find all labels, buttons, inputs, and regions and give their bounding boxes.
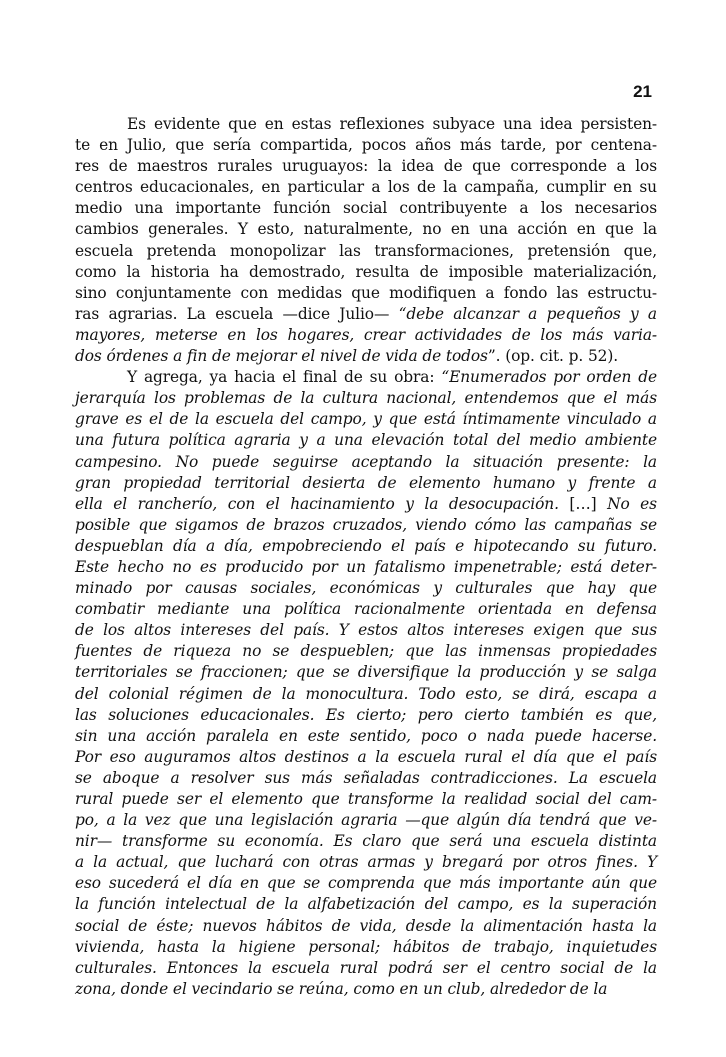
body-text-run: res de maestros rurales uruguayos: la idea de que corresponde a los	[75, 157, 657, 176]
text-line	[75, 894, 657, 915]
italic-quote-text: mayores, meterse en los hogares, crear actividades de los más varia-	[75, 325, 657, 344]
text-line	[75, 494, 657, 515]
text-line	[75, 852, 657, 873]
text-line	[75, 325, 657, 346]
body-text-run: sino conjuntamente con medidas que modifiquen a fondo las estructu-	[75, 283, 657, 302]
text-line	[75, 557, 657, 578]
italic-quote-text: Este hecho no es producido por un fatalismo impenetrable; está deter-	[75, 557, 657, 576]
italic-quote-text: po, a la vez que una legislación agraria —que algún día tendrá que ve-	[75, 811, 657, 830]
text-line	[75, 515, 657, 536]
body-text-run: Es evidente que en estas reflexiones subyace una idea persisten-	[127, 115, 657, 133]
italic-quote-text: la función intelectual de la alfabetización del campo, es la superación	[75, 895, 657, 914]
body-text-run: te en Julio, que sería compartida, pocos años más tarde, por centena-	[75, 136, 657, 155]
italic-quote-text: se aboque a resolver sus más señaladas contradicciones. La escuela	[75, 768, 657, 787]
italic-quote-text: del colonial régimen de la monocultura. Todo esto, se dirá, escapa a	[75, 684, 657, 703]
italic-quote-text: minado por causas sociales, económicas y culturales que hay que	[75, 579, 657, 598]
italic-quote-text: nir— transforme su economía. Es claro que será una escuela distinta	[75, 832, 657, 851]
italic-quote-text: posible que sigamos de brazos cruzados, viendo cómo las campañas se	[75, 515, 657, 534]
text-line	[75, 747, 657, 768]
text-line	[75, 831, 657, 852]
text-line	[75, 726, 657, 747]
body-text-run: ”. (op. cit. p. 52).	[487, 347, 619, 366]
body-text-run: escuela pretenda monopolizar las transformaciones, pretensión que,	[75, 241, 657, 260]
text-line	[75, 198, 657, 219]
italic-quote-text: zona, donde el vecindario se reúna, como en un club, alrededor de la	[75, 979, 608, 998]
italic-quote-text: sin una acción paralela en este sentido, poco o nada puede hacerse.	[75, 726, 657, 745]
text-line	[75, 641, 657, 662]
text-line	[75, 388, 657, 409]
italic-quote-text: vivienda, hasta la higiene personal; hábitos de trabajo, inquietudes	[75, 937, 657, 956]
italic-quote-text: despueblan día a día, empobreciendo el país e hipotecando su futuro.	[75, 536, 657, 555]
text-line	[75, 114, 657, 135]
text-line	[75, 599, 657, 620]
body-text-run: como la historia ha demostrado, resulta de imposible materialización,	[75, 262, 657, 281]
text-line	[75, 789, 657, 810]
body-text-run: medio una importante función social contribuyente a los necesarios	[75, 199, 657, 218]
text-line	[75, 873, 657, 894]
text-line	[75, 958, 657, 979]
italic-quote-text: a la actual, que luchará con otras armas y bregará por otros fines. Y	[75, 853, 657, 872]
paragraph	[75, 367, 657, 1000]
italic-quote-text: ella el rancherío, con el hacinamiento y la desocupación.	[75, 494, 570, 513]
text-line	[75, 705, 657, 726]
text-line	[75, 979, 657, 1000]
text-line	[75, 367, 657, 388]
text-line	[75, 473, 657, 494]
text-line	[75, 135, 657, 156]
text-line	[75, 156, 657, 177]
italic-quote-text: de los altos intereses del país. Y estos altos intereses exigen que sus	[75, 621, 657, 640]
text-line	[75, 219, 657, 240]
italic-quote-text: eso sucederá el día en que se comprenda que más importante aún que	[75, 874, 657, 893]
italic-quote-text: fuentes de riqueza no se despueblen; que las inmensas propiedades	[75, 642, 657, 661]
text-line	[75, 452, 657, 473]
page-number: 21	[633, 82, 652, 101]
body-text-run: ras agrarias. La escuela —dice Julio—	[75, 304, 399, 323]
italic-quote-text: Por eso auguramos altos destinos a la escuela rural el día que el país	[75, 747, 657, 766]
text-line	[75, 768, 657, 789]
text-line	[75, 430, 657, 451]
italic-quote-text: “Enumerados por orden de	[441, 368, 657, 387]
text-line	[75, 409, 657, 430]
italic-quote-text: social de éste; nuevos hábitos de vida, desde la alimentación hasta la	[75, 916, 657, 935]
text-line	[75, 810, 657, 831]
italic-quote-text: rural puede ser el elemento que transforme la realidad social del cam-	[75, 790, 657, 808]
text-line	[75, 262, 657, 283]
body-text-run: […]	[569, 494, 597, 513]
italic-quote-text: combatir mediante una política racionalmente orientada en defensa	[75, 600, 657, 619]
italic-quote-text: las soluciones educacionales. Es cierto; pero cierto también es que,	[75, 705, 657, 724]
body-text	[75, 114, 657, 1000]
text-line	[75, 916, 657, 937]
text-line	[75, 177, 657, 198]
text-line	[75, 283, 657, 304]
italic-quote-text: jerarquía los problemas de la cultura nacional, entendemos que el más	[75, 389, 657, 408]
text-line	[75, 304, 657, 325]
text-line	[75, 578, 657, 599]
italic-quote-text: territoriales se fraccionen; que se diversifique la producción y se salga	[75, 663, 657, 682]
body-text-run: cambios generales. Y esto, naturalmente, no en una acción en que la	[75, 220, 657, 239]
italic-quote-text: grave es el de la escuela del campo, y que está íntimamente vinculado a	[75, 410, 657, 429]
italic-quote-text: una futura política agraria y a una elevación total del medio ambiente	[75, 431, 657, 450]
body-text-run: Y agrega, ya hacia el final de su obra:	[127, 368, 442, 387]
text-line	[75, 346, 657, 367]
text-line	[75, 684, 657, 705]
text-line	[75, 937, 657, 958]
italic-quote-text: culturales. Entonces la escuela rural podrá ser el centro social de la	[75, 958, 657, 977]
italic-quote-text: “debe alcanzar a pequeños y a	[398, 304, 657, 323]
italic-quote-text: gran propiedad territorial desierta de elemento humano y frente a	[75, 473, 657, 492]
italic-quote-text: dos órdenes a fin de mejorar el nivel de vida de todos	[75, 347, 488, 366]
italic-quote-text: campesino. No puede seguirse aceptando la situación presente: la	[75, 452, 657, 471]
text-line	[75, 620, 657, 641]
italic-quote-text: No es	[596, 494, 657, 513]
text-line	[75, 241, 657, 262]
text-line	[75, 536, 657, 557]
paragraph	[75, 114, 657, 367]
body-text-run: centros educacionales, en particular a los de la campaña, cumplir en su	[75, 178, 657, 197]
text-line	[75, 662, 657, 683]
